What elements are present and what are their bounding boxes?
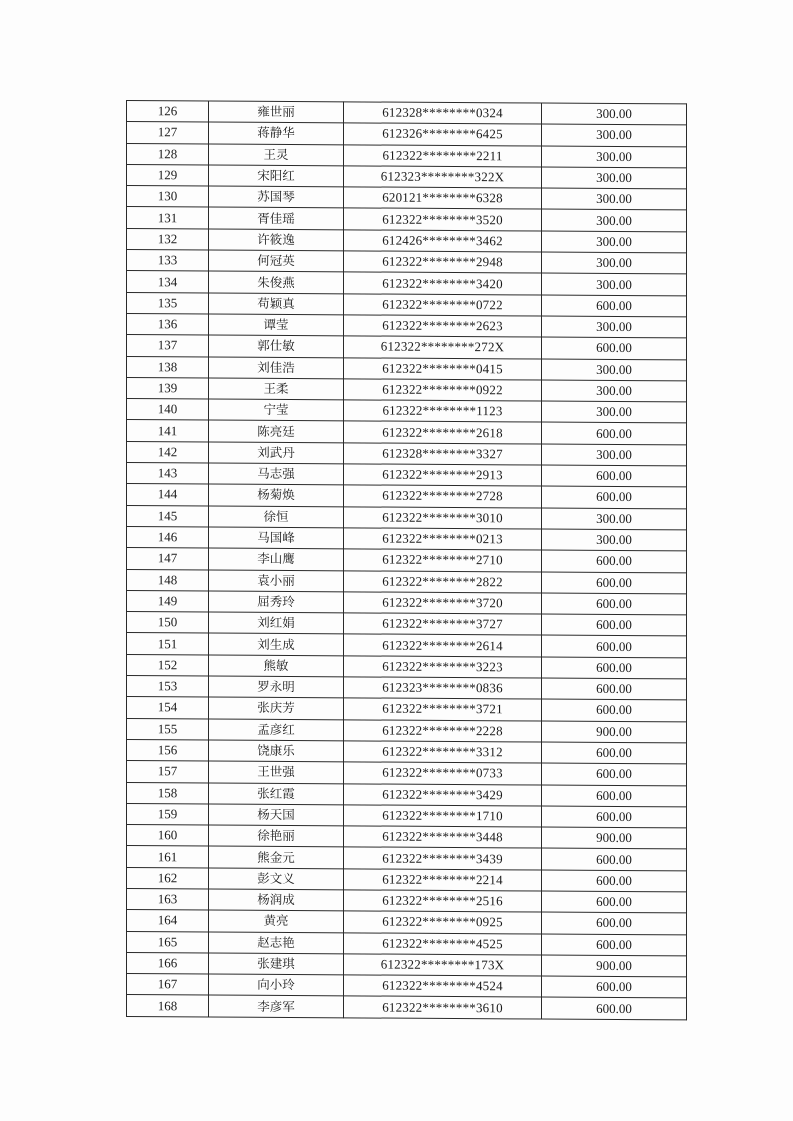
person-name: 杨润成 bbox=[209, 889, 344, 911]
row-number: 145 bbox=[127, 505, 209, 527]
person-name: 彭文义 bbox=[209, 868, 344, 890]
amount: 600.00 bbox=[542, 998, 687, 1020]
amount: 600.00 bbox=[542, 742, 687, 764]
row-number: 153 bbox=[127, 676, 209, 698]
person-name: 黄亮 bbox=[209, 910, 344, 932]
id-number: 612326********6425 bbox=[344, 123, 542, 146]
roster-table-body bbox=[127, 101, 687, 1020]
person-name: 张庆芳 bbox=[209, 697, 344, 719]
roster-table bbox=[126, 100, 687, 1020]
person-name: 谭莹 bbox=[209, 314, 344, 336]
id-number: 612322********3520 bbox=[344, 208, 542, 231]
amount: 300.00 bbox=[542, 210, 687, 232]
amount: 600.00 bbox=[542, 486, 687, 508]
id-number: 612322********3727 bbox=[344, 613, 542, 636]
row-number: 141 bbox=[127, 420, 209, 442]
row-number: 155 bbox=[127, 718, 209, 740]
id-number: 612322********0922 bbox=[344, 379, 542, 402]
row-number: 137 bbox=[127, 335, 209, 357]
row-number: 158 bbox=[127, 782, 209, 804]
amount: 600.00 bbox=[542, 337, 687, 359]
id-number: 612322********2913 bbox=[344, 464, 542, 487]
id-number: 612322********272X bbox=[344, 336, 542, 359]
row-number: 126 bbox=[127, 101, 209, 123]
row-number: 151 bbox=[127, 633, 209, 655]
id-number: 612322********3312 bbox=[344, 741, 542, 764]
person-name: 熊金元 bbox=[209, 846, 344, 868]
person-name: 王柔 bbox=[209, 378, 344, 400]
id-number: 612322********3720 bbox=[344, 592, 542, 615]
amount: 300.00 bbox=[542, 146, 687, 168]
id-number: 612322********0722 bbox=[344, 294, 542, 317]
person-name: 王灵 bbox=[209, 144, 344, 166]
row-number: 132 bbox=[127, 228, 209, 250]
id-number: 612322********0925 bbox=[344, 911, 542, 934]
id-number: 612322********3721 bbox=[344, 698, 542, 721]
row-number: 130 bbox=[127, 186, 209, 208]
id-number: 612322********173X bbox=[344, 954, 542, 977]
amount: 300.00 bbox=[542, 273, 687, 295]
id-number: 620121********6328 bbox=[344, 187, 542, 210]
id-number: 612322********2623 bbox=[344, 315, 542, 338]
row-number: 139 bbox=[127, 377, 209, 399]
person-name: 许筱逸 bbox=[209, 229, 344, 251]
row-number: 134 bbox=[127, 271, 209, 293]
row-number: 131 bbox=[127, 207, 209, 229]
row-number: 150 bbox=[127, 612, 209, 634]
id-number: 612328********0324 bbox=[344, 102, 542, 125]
amount: 600.00 bbox=[542, 465, 687, 487]
row-number: 135 bbox=[127, 292, 209, 314]
row-number: 138 bbox=[127, 356, 209, 378]
amount: 300.00 bbox=[542, 359, 687, 381]
row-number: 148 bbox=[127, 569, 209, 591]
row-number: 147 bbox=[127, 548, 209, 570]
id-number: 612322********3448 bbox=[344, 826, 542, 849]
amount: 600.00 bbox=[542, 870, 687, 892]
amount: 600.00 bbox=[542, 891, 687, 913]
amount: 900.00 bbox=[542, 955, 687, 977]
row-number: 167 bbox=[127, 974, 209, 996]
id-number: 612322********2214 bbox=[344, 869, 542, 892]
person-name: 屈秀玲 bbox=[209, 591, 344, 613]
id-number: 612322********2822 bbox=[344, 570, 542, 593]
id-number: 612322********1710 bbox=[344, 805, 542, 828]
id-number: 612322********3610 bbox=[344, 996, 542, 1019]
person-name: 刘武丹 bbox=[209, 442, 344, 464]
amount: 600.00 bbox=[542, 912, 687, 934]
amount: 300.00 bbox=[542, 231, 687, 253]
row-number: 152 bbox=[127, 654, 209, 676]
row-number: 128 bbox=[127, 143, 209, 165]
amount: 600.00 bbox=[542, 934, 687, 956]
id-number: 612322********3420 bbox=[344, 272, 542, 295]
amount: 300.00 bbox=[542, 401, 687, 423]
row-number: 162 bbox=[127, 867, 209, 889]
amount: 300.00 bbox=[542, 103, 687, 125]
amount: 600.00 bbox=[542, 422, 687, 444]
id-number: 612322********4525 bbox=[344, 932, 542, 955]
id-number: 612323********0836 bbox=[344, 677, 542, 700]
id-number: 612322********2228 bbox=[344, 719, 542, 742]
id-number: 612322********4524 bbox=[344, 975, 542, 998]
amount: 300.00 bbox=[542, 508, 687, 530]
amount: 900.00 bbox=[542, 827, 687, 849]
person-name: 熊敏 bbox=[209, 655, 344, 677]
row-number: 129 bbox=[127, 164, 209, 186]
person-name: 马志强 bbox=[209, 463, 344, 485]
id-number: 612322********2614 bbox=[344, 634, 542, 657]
person-name: 苟颖真 bbox=[209, 293, 344, 315]
person-name: 向小玲 bbox=[209, 974, 344, 996]
id-number: 612323********322X bbox=[344, 166, 542, 189]
row-number: 164 bbox=[127, 910, 209, 932]
id-number: 612322********2211 bbox=[344, 144, 542, 167]
row-number: 168 bbox=[127, 995, 209, 1017]
person-name: 杨天国 bbox=[209, 804, 344, 826]
row-number: 159 bbox=[127, 803, 209, 825]
id-number: 612322********1123 bbox=[344, 400, 542, 423]
person-name: 孟彦红 bbox=[209, 719, 344, 741]
person-name: 宁莹 bbox=[209, 399, 344, 421]
person-name: 宋阳红 bbox=[209, 165, 344, 187]
person-name: 王世强 bbox=[209, 761, 344, 783]
person-name: 徐恒 bbox=[209, 506, 344, 528]
id-number: 612322********2618 bbox=[344, 421, 542, 444]
id-number: 612322********3010 bbox=[344, 506, 542, 529]
id-number: 612322********0415 bbox=[344, 357, 542, 380]
person-name: 何冠英 bbox=[209, 250, 344, 272]
person-name: 雍世丽 bbox=[209, 101, 344, 123]
amount: 900.00 bbox=[542, 721, 687, 743]
amount: 600.00 bbox=[542, 593, 687, 615]
row-number: 140 bbox=[127, 399, 209, 421]
person-name: 徐艳丽 bbox=[209, 825, 344, 847]
row-number: 149 bbox=[127, 590, 209, 612]
row-number: 136 bbox=[127, 313, 209, 335]
id-number: 612322********2710 bbox=[344, 549, 542, 572]
amount: 600.00 bbox=[542, 976, 687, 998]
amount: 600.00 bbox=[542, 635, 687, 657]
amount: 600.00 bbox=[542, 699, 687, 721]
amount: 600.00 bbox=[542, 572, 687, 594]
amount: 600.00 bbox=[542, 806, 687, 828]
amount: 300.00 bbox=[542, 167, 687, 189]
row-number: 165 bbox=[127, 931, 209, 953]
id-number: 612322********3223 bbox=[344, 656, 542, 679]
amount: 600.00 bbox=[542, 763, 687, 785]
row-number: 133 bbox=[127, 250, 209, 272]
amount: 600.00 bbox=[542, 848, 687, 870]
row-number: 156 bbox=[127, 739, 209, 761]
row-number: 143 bbox=[127, 463, 209, 485]
amount: 300.00 bbox=[542, 444, 687, 466]
person-name: 李山鹰 bbox=[209, 548, 344, 570]
person-name: 刘生成 bbox=[209, 633, 344, 655]
amount: 300.00 bbox=[542, 529, 687, 551]
id-number: 612322********3429 bbox=[344, 783, 542, 806]
person-name: 陈亮廷 bbox=[209, 420, 344, 442]
person-name: 张红霞 bbox=[209, 783, 344, 805]
person-name: 苏国琴 bbox=[209, 186, 344, 208]
amount: 300.00 bbox=[542, 380, 687, 402]
person-name: 刘佳浩 bbox=[209, 357, 344, 379]
row-number: 163 bbox=[127, 888, 209, 910]
id-number: 612426********3462 bbox=[344, 230, 542, 253]
id-number: 612328********3327 bbox=[344, 443, 542, 466]
amount: 600.00 bbox=[542, 785, 687, 807]
person-name: 赵志艳 bbox=[209, 932, 344, 954]
table-row bbox=[127, 995, 687, 1020]
amount: 600.00 bbox=[542, 550, 687, 572]
row-number: 157 bbox=[127, 761, 209, 783]
amount: 300.00 bbox=[542, 124, 687, 146]
person-name: 朱俊燕 bbox=[209, 271, 344, 293]
id-number: 612322********0733 bbox=[344, 762, 542, 785]
person-name: 马国峰 bbox=[209, 527, 344, 549]
id-number: 612322********2948 bbox=[344, 251, 542, 274]
person-name: 袁小丽 bbox=[209, 570, 344, 592]
person-name: 郭仕敏 bbox=[209, 335, 344, 357]
person-name: 胥佳瑶 bbox=[209, 207, 344, 229]
id-number: 612322********2516 bbox=[344, 890, 542, 913]
row-number: 154 bbox=[127, 697, 209, 719]
amount: 600.00 bbox=[542, 657, 687, 679]
row-number: 127 bbox=[127, 122, 209, 144]
amount: 300.00 bbox=[542, 188, 687, 210]
person-name: 蒋静华 bbox=[209, 122, 344, 144]
row-number: 160 bbox=[127, 825, 209, 847]
person-name: 李彦军 bbox=[209, 995, 344, 1017]
amount: 300.00 bbox=[542, 316, 687, 338]
person-name: 罗永明 bbox=[209, 676, 344, 698]
row-number: 146 bbox=[127, 526, 209, 548]
amount: 300.00 bbox=[542, 252, 687, 274]
amount: 600.00 bbox=[542, 678, 687, 700]
amount: 600.00 bbox=[542, 295, 687, 317]
person-name: 杨菊焕 bbox=[209, 484, 344, 506]
person-name: 饶康乐 bbox=[209, 740, 344, 762]
person-name: 刘红娟 bbox=[209, 612, 344, 634]
person-name: 张建琪 bbox=[209, 953, 344, 975]
id-number: 612322********2728 bbox=[344, 485, 542, 508]
row-number: 161 bbox=[127, 846, 209, 868]
id-number: 612322********3439 bbox=[344, 847, 542, 870]
id-number: 612322********0213 bbox=[344, 528, 542, 551]
row-number: 166 bbox=[127, 952, 209, 974]
row-number: 144 bbox=[127, 484, 209, 506]
amount: 600.00 bbox=[542, 614, 687, 636]
row-number: 142 bbox=[127, 441, 209, 463]
